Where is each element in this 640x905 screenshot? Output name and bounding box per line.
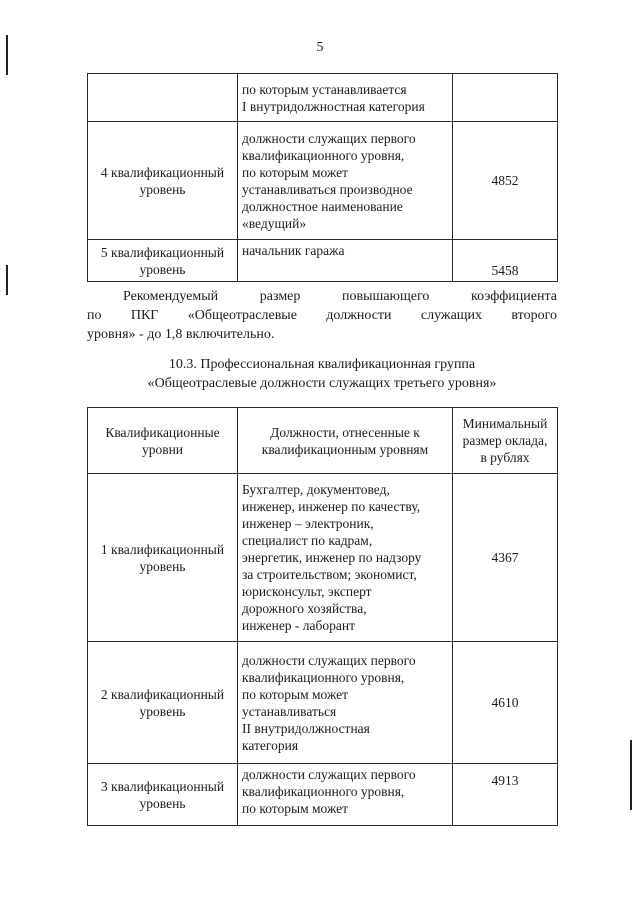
salary-table (87, 407, 558, 826)
paragraph-line: по ПКГ «Общеотраслевые должности служащих второго (87, 308, 557, 323)
positions-cell: должности служащих первого квалификационного уровня, по которым может устанавливаться производное должностное наименование «ведущий» (238, 122, 453, 240)
table-row (88, 240, 558, 282)
header-positions: Должности, отнесенные к квалификационным уровням (238, 408, 453, 474)
section-heading (87, 355, 557, 393)
section-heading-line: «Общеотраслевые должности служащих третьего уровня» (147, 376, 497, 391)
paragraph-line: Рекомендуемый размер повышающего коэффициента (123, 289, 557, 304)
positions-cell: по которым устанавливается I внутридолжностная категория (238, 74, 453, 122)
header-levels: Квалификационные уровни (88, 408, 238, 474)
table-header-row (88, 408, 558, 474)
salary-cell: 4913 (453, 764, 558, 826)
table-row (88, 122, 558, 240)
level-cell: 1 квалификационный уровень (88, 474, 238, 642)
level-cell: 3 квалификационный уровень (88, 764, 238, 826)
table-row (88, 474, 558, 642)
continued-salary-table (87, 73, 558, 282)
salary-cell (453, 74, 558, 122)
page-number: 5 (316, 40, 324, 55)
positions-cell: должности служащих первого квалификационного уровня, по которым может устанавливаться II внутридолжностная категория (238, 642, 453, 764)
scan-margin-mark (630, 740, 632, 810)
level-cell: 4 квалификационный уровень (88, 122, 238, 240)
table-row (88, 74, 558, 122)
coefficient-paragraph (87, 287, 557, 344)
scan-margin-mark (6, 265, 8, 295)
section-heading-line: 10.3. Профессиональная квалификационная группа (168, 357, 476, 372)
level-cell: 2 квалификационный уровень (88, 642, 238, 764)
table-row (88, 642, 558, 764)
table-row (88, 764, 558, 826)
level-cell: 5 квалификационный уровень (88, 240, 238, 282)
paragraph-line: уровня» - до 1,8 включительно. (87, 327, 275, 342)
positions-cell: должности служащих первого квалификационного уровня, по которым может (238, 764, 453, 826)
level-cell (88, 74, 238, 122)
positions-cell: начальник гаража (238, 240, 453, 282)
header-salary: Минимальный размер оклада, в рублях (453, 408, 558, 474)
salary-cell: 4367 (453, 474, 558, 642)
salary-cell: 5458 (453, 240, 558, 282)
positions-cell: Бухгалтер, документовед, инженер, инженер по качеству, инженер – электроник, специалист по кадрам, энергетик, инженер по надзору за строительством; экономист, юрисконсульт, эксперт дорожного хозяйства, инженер - лаборант (238, 474, 453, 642)
salary-cell: 4852 (453, 122, 558, 240)
salary-cell: 4610 (453, 642, 558, 764)
